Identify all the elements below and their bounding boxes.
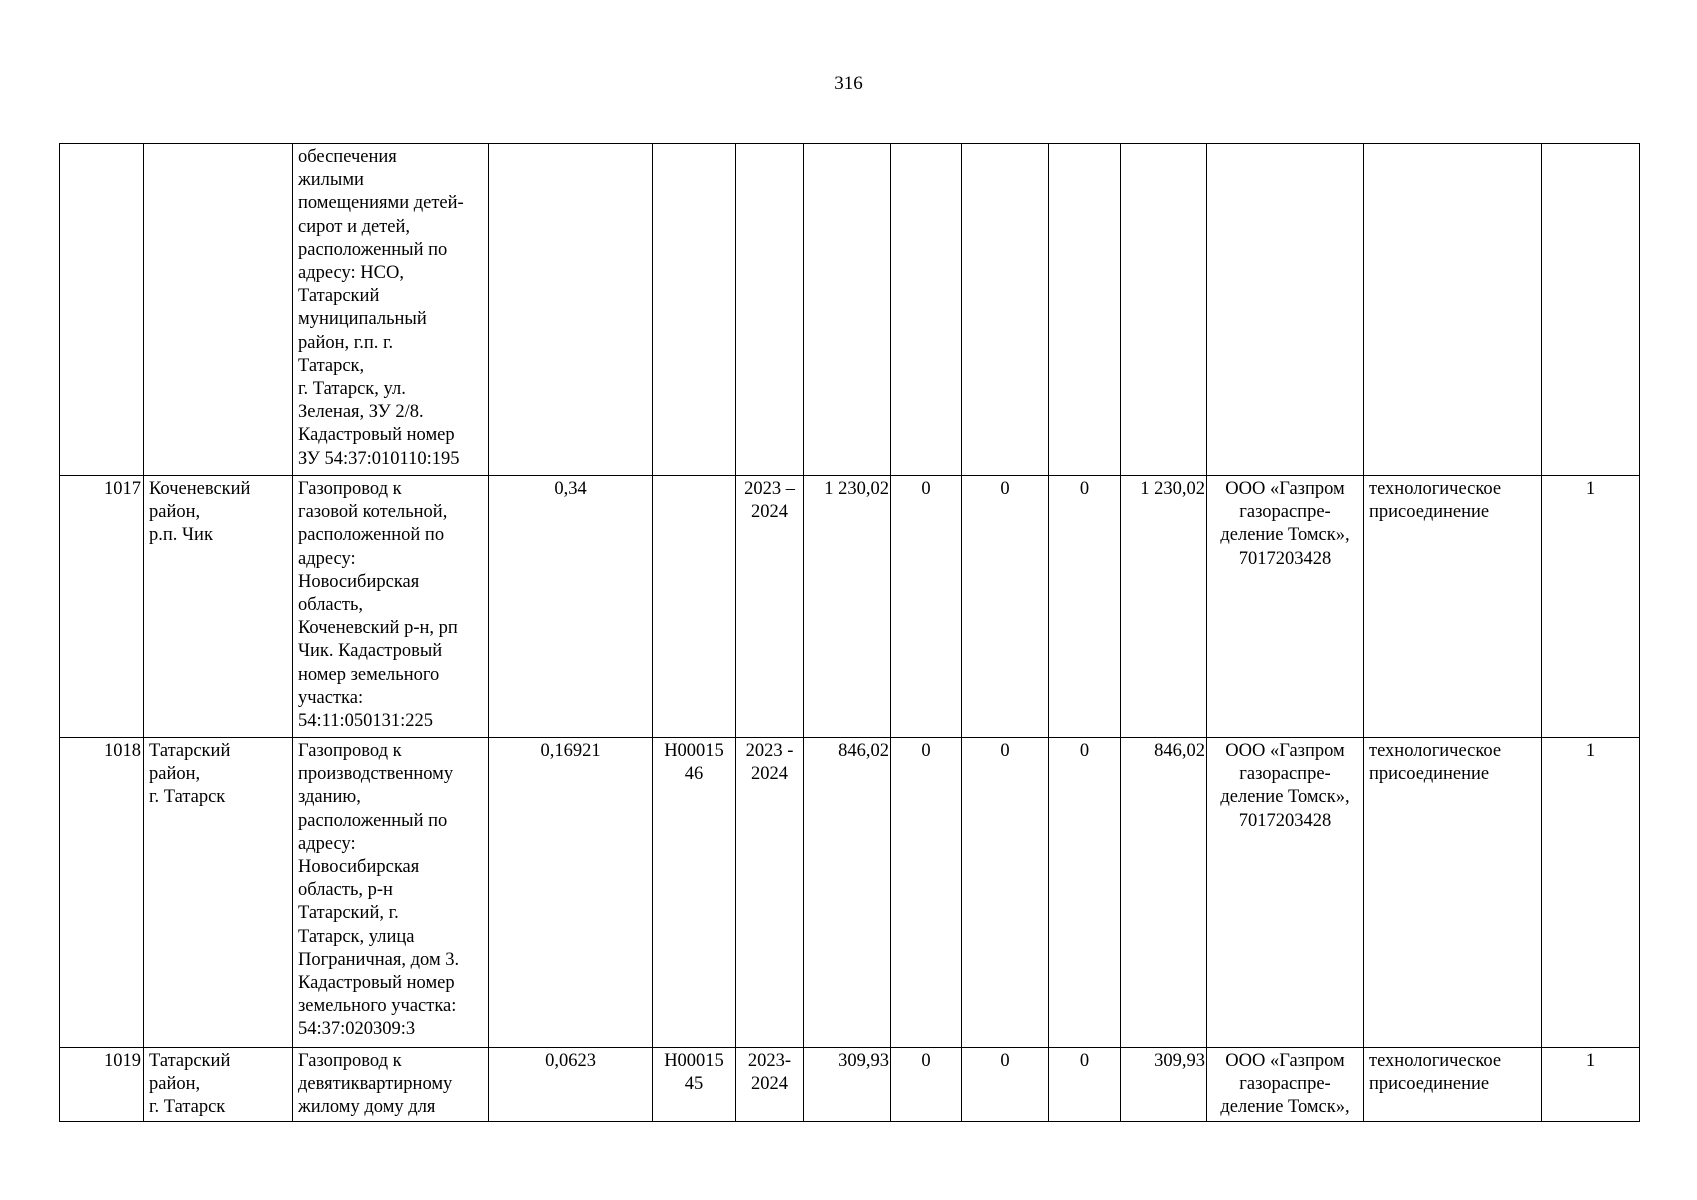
last-column-cell <box>1542 144 1640 476</box>
value-cell-3 <box>1049 144 1121 476</box>
value-cell-3: 0 <box>1049 1048 1121 1122</box>
value-cell-3: 0 <box>1049 476 1121 738</box>
district-cell: Татарский район, г. Татарск <box>144 738 293 1048</box>
last-column-cell: 1 <box>1542 476 1640 738</box>
code-cell <box>653 476 736 738</box>
length-cell: 0,34 <box>489 476 653 738</box>
period-cell: 2023 - 2024 <box>736 738 804 1048</box>
period-cell: 2023- 2024 <box>736 1048 804 1122</box>
total-cost-cell: 309,93 <box>804 1048 891 1122</box>
table-row <box>60 144 1640 476</box>
object-description-cell: Газопровод к газовой котельной, расположенной по адресу: Новосибирская область, Коченевский р-н, рп Чик. Кадастровый номер земельного участка: 54:11:050131:225 <box>293 476 489 738</box>
period-cell <box>736 144 804 476</box>
row-number-cell <box>60 144 144 476</box>
row-number-cell: 1018 <box>60 738 144 1048</box>
organization-cell: ООО «Газпром газораспре- деление Томск», 7017203428 <box>1207 738 1364 1048</box>
purpose-cell: технологическое присоединение <box>1364 738 1542 1048</box>
table-row <box>60 738 1640 1048</box>
purpose-cell: технологическое присоединение <box>1364 476 1542 738</box>
table-row <box>60 1048 1640 1122</box>
total-cost-cell: 1 230,02 <box>804 476 891 738</box>
total-cost-cell <box>804 144 891 476</box>
value-cell-4: 309,93 <box>1121 1048 1207 1122</box>
code-cell <box>653 144 736 476</box>
code-cell: Н00015 45 <box>653 1048 736 1122</box>
code-cell: Н00015 46 <box>653 738 736 1048</box>
value-cell-2: 0 <box>962 1048 1049 1122</box>
value-cell-4: 846,02 <box>1121 738 1207 1048</box>
gas-pipeline-table <box>59 143 1640 1122</box>
page-number: 316 <box>834 73 863 94</box>
length-cell <box>489 144 653 476</box>
value-cell-4 <box>1121 144 1207 476</box>
value-cell-2: 0 <box>962 476 1049 738</box>
value-cell-1 <box>891 144 962 476</box>
purpose-cell: технологическое присоединение <box>1364 1048 1542 1122</box>
object-description-cell: Газопровод к производственному зданию, расположенный по адресу: Новосибирская область, р-н Татарский, г. Татарск, улица Пограничная, дом 3. Кадастровый номер земельного участка: 54:37:020309:3 <box>293 738 489 1048</box>
purpose-cell <box>1364 144 1542 476</box>
organization-cell: ООО «Газпром газораспре- деление Томск», 7017203428 <box>1207 476 1364 738</box>
value-cell-3: 0 <box>1049 738 1121 1048</box>
organization-cell <box>1207 144 1364 476</box>
organization-cell: ООО «Газпром газораспре- деление Томск», <box>1207 1048 1364 1122</box>
value-cell-2: 0 <box>962 738 1049 1048</box>
period-cell: 2023 – 2024 <box>736 476 804 738</box>
length-cell: 0,0623 <box>489 1048 653 1122</box>
last-column-cell: 1 <box>1542 1048 1640 1122</box>
total-cost-cell: 846,02 <box>804 738 891 1048</box>
district-cell: Татарский район, г. Татарск <box>144 1048 293 1122</box>
last-column-cell: 1 <box>1542 738 1640 1048</box>
district-cell <box>144 144 293 476</box>
table-row <box>60 476 1640 738</box>
value-cell-2 <box>962 144 1049 476</box>
value-cell-1: 0 <box>891 476 962 738</box>
district-cell: Коченевский район, р.п. Чик <box>144 476 293 738</box>
row-number-cell: 1017 <box>60 476 144 738</box>
value-cell-4: 1 230,02 <box>1121 476 1207 738</box>
object-description-cell: обеспечения жилыми помещениями детей- сирот и детей, расположенный по адресу: НСО, Татарский муниципальный район, г.п. г. Татарск, г. Татарск, ул. Зеленая, ЗУ 2/8. Кадастровый номер ЗУ 54:37:010110:195 <box>293 144 489 476</box>
value-cell-1: 0 <box>891 738 962 1048</box>
length-cell: 0,16921 <box>489 738 653 1048</box>
row-number-cell: 1019 <box>60 1048 144 1122</box>
object-description-cell: Газопровод к девятиквартирному жилому дому для <box>293 1048 489 1122</box>
value-cell-1: 0 <box>891 1048 962 1122</box>
